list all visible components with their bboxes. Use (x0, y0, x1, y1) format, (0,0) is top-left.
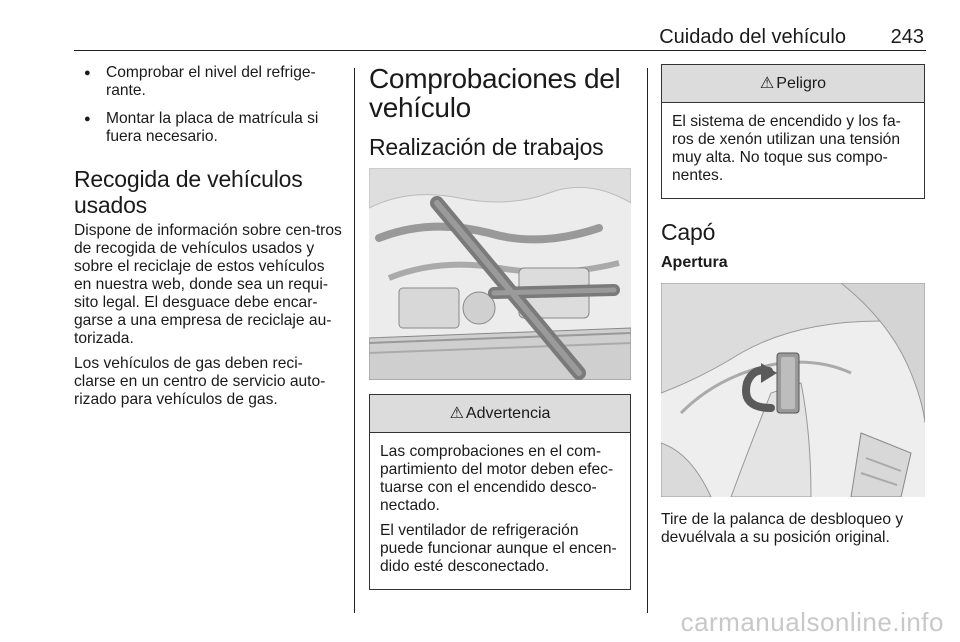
column-middle (369, 64, 631, 590)
chapter-title: Comprobaciones del vehículo (369, 63, 621, 123)
danger-paragraph: El sistema de encendido y los fa-ros de xenón utilizan una tensión muy alta. No toque sus compo-nentes. (672, 113, 901, 184)
danger-box-body (662, 103, 924, 198)
warning-icon: ⚠ (449, 404, 464, 422)
hood-caption: Tire de la palanca de desbloqueo y devuélvala a su posición original. (661, 511, 904, 546)
warning-title: Advertencia (465, 404, 551, 422)
warning-paragraph: El ventilador de refrigeración puede funcionar aunque el encen-dido esté desconectado. (380, 522, 617, 575)
section-title-hood: Capó (661, 219, 716, 245)
page-header (74, 26, 926, 52)
danger-box-header (662, 65, 924, 103)
column-divider-1 (354, 68, 355, 613)
section-title-recycling: Recogida de vehículos usados (74, 166, 303, 218)
warning-icon: ⚠ (759, 74, 775, 92)
warning-box (369, 394, 631, 590)
column-right (661, 64, 925, 554)
danger-box (661, 64, 925, 199)
warning-paragraph: Las comprobaciones en el com-partimiento del motor deben efec-tuarse con el encendido desco-nectado. (380, 443, 614, 514)
page-number: 243 (890, 26, 924, 48)
danger-title: Peligro (776, 74, 827, 92)
hood-release-illustration (661, 283, 925, 497)
warning-box-body (370, 433, 630, 589)
section-title-work: Realización de trabajos (369, 134, 604, 160)
engine-bay-illustration (369, 168, 631, 380)
watermark: carmanualsonline.info (680, 607, 944, 637)
paragraph: Dispone de información sobre cen-tros de recogida de vehículos usados y sobre el reciclaje de estos vehículos en nuestra web, donde sea un requi-sito legal. El desguace debe encar-garse a una empresa de reciclaje au-torizada. (74, 222, 342, 347)
bullet-item: ● Comprobar el nivel del refrige-rante. (74, 64, 342, 100)
header-rule (74, 50, 926, 51)
subsection-title-opening: Apertura (661, 254, 728, 271)
bullet-item: ● Montar la placa de matrícula si fuera necesario. (74, 110, 342, 146)
warning-box-header (370, 395, 630, 433)
paragraph: Los vehículos de gas deben reci-clarse en un centro de servicio auto-rizado para vehículos de gas. (74, 355, 326, 408)
header-title: Cuidado del vehículo (659, 26, 846, 48)
column-left (74, 64, 342, 416)
column-divider-2 (647, 68, 648, 613)
